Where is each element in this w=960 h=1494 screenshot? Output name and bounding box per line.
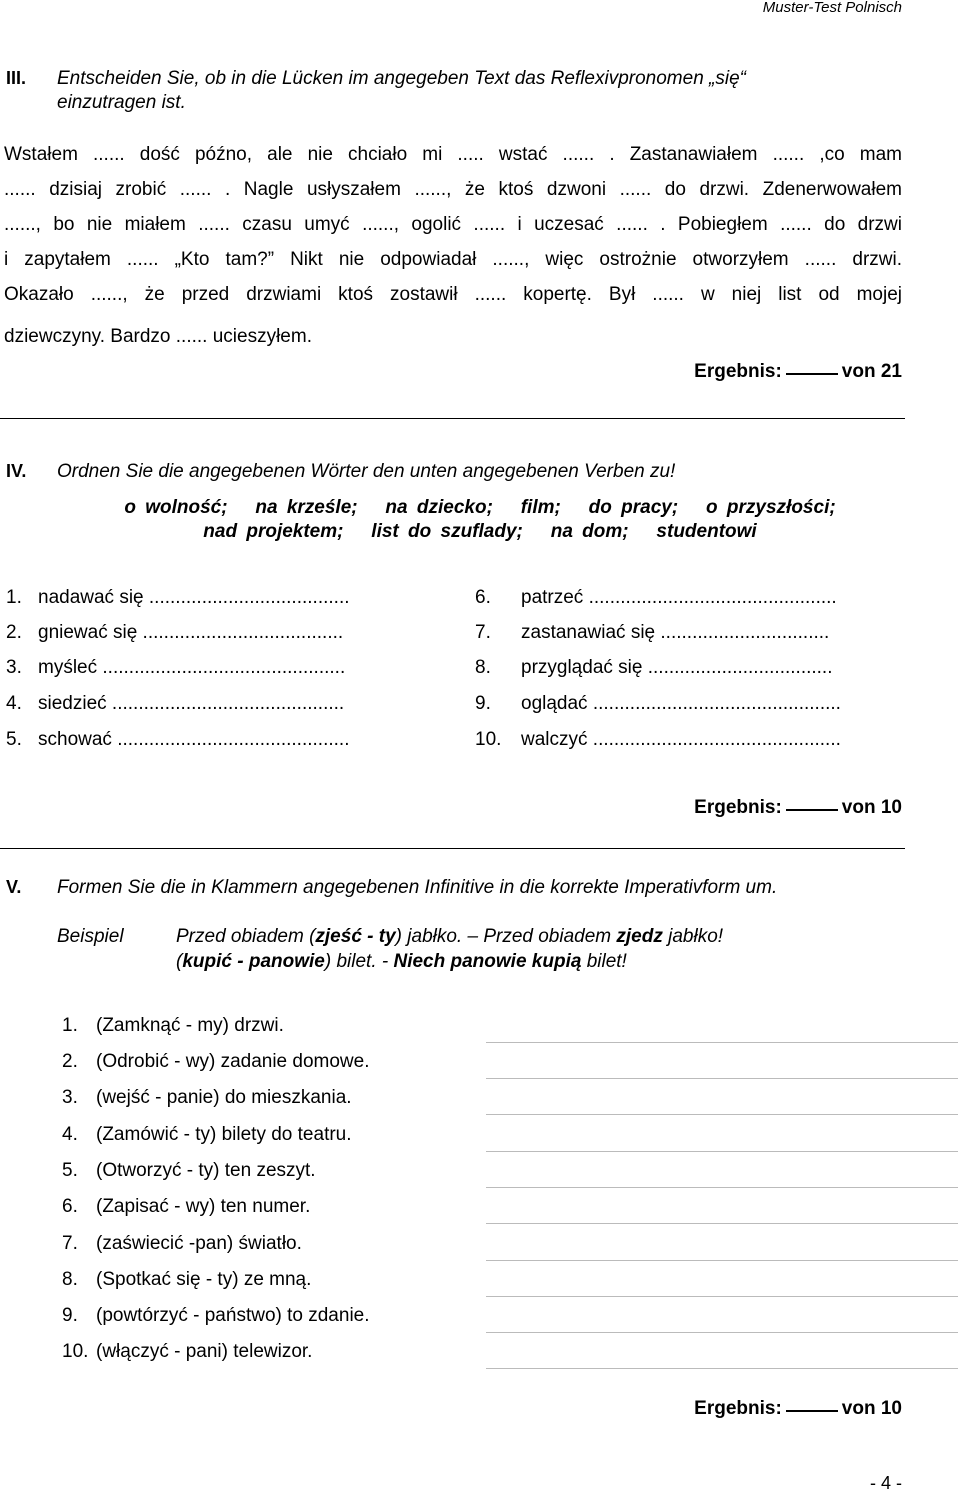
- result-label: Ergebnis:: [694, 797, 782, 818]
- result-blank: [786, 372, 838, 375]
- result-total: von 10: [841, 1398, 902, 1419]
- task-item: 8. (Spotkać się - ty) ze mną.: [62, 1269, 312, 1290]
- answer-line[interactable]: [486, 1368, 958, 1369]
- verb-item-8: 8. przyglądać się ...................................: [475, 657, 833, 678]
- section-4-title: Ordnen Sie die angegebenen Wörter den unten angegebenen Verben zu!: [57, 461, 676, 482]
- word-bank-line1: o wolność; na krześle; na dziecko; film; do pracy; o przyszłości;: [124, 497, 836, 518]
- verb-item-3: 3. myśleć ..............................................: [6, 657, 346, 678]
- verb-item-10: 10. walczyć ...............................................: [475, 729, 841, 750]
- answer-line[interactable]: [486, 1151, 958, 1152]
- verb-item-6: 6. patrzeć ...............................................: [475, 587, 837, 608]
- result-total: von 10: [841, 797, 902, 818]
- section-5-number: V.: [6, 877, 22, 897]
- result-label: Ergebnis:: [694, 361, 782, 382]
- answer-line[interactable]: [486, 1187, 958, 1188]
- section-divider: [0, 418, 905, 419]
- example-line-1: Przed obiadem (zjeść - ty) jabłko. – Przed obiadem zjedz jabłko!: [176, 926, 724, 947]
- section-3-title-line2: einzutragen ist.: [57, 92, 186, 113]
- task-item: 1. (Zamknąć - my) drzwi.: [62, 1015, 284, 1036]
- section-5-title: Formen Sie die in Klammern angegebenen Infinitive in die korrekte Imperativform um.: [57, 877, 778, 898]
- answer-line[interactable]: [486, 1296, 958, 1297]
- section-3-text-line: Okazało ......, że przed drzwiami ktoś zostawił ...... kopertę. Był ...... w niej list od mojej: [4, 284, 902, 305]
- answer-line[interactable]: [486, 1114, 958, 1115]
- task-item: 6. (Zapisać - wy) ten numer.: [62, 1196, 311, 1217]
- task-item: 2. (Odrobić - wy) zadanie domowe.: [62, 1051, 370, 1072]
- section-4-result: [694, 797, 902, 819]
- task-item: 3. (wejść - panie) do mieszkania.: [62, 1087, 352, 1108]
- verb-item-2: 2. gniewać się ......................................: [6, 622, 344, 643]
- section-3-title-line1: Entscheiden Sie, ob in die Lücken im angegeben Text das Reflexivpronomen „się“: [57, 68, 746, 89]
- answer-line[interactable]: [486, 1332, 958, 1333]
- word-bank-line2: nad projektem; list do szuflady; na dom; studentowi: [203, 521, 757, 542]
- task-item: 10. (włączyć - pani) telewizor.: [62, 1341, 313, 1362]
- answer-line[interactable]: [486, 1042, 958, 1043]
- section-5-result: [694, 1398, 902, 1420]
- section-3-number: III.: [6, 68, 27, 88]
- result-blank: [786, 1409, 838, 1412]
- section-3-text-line: dziewczyny. Bardzo ...... ucieszyłem.: [4, 326, 312, 347]
- result-label: Ergebnis:: [694, 1398, 782, 1419]
- section-3-text-line: Wstałem ...... dość późno, ale nie chciało mi ..... wstać ...... . Zastanawiałem ...... ,co mam: [4, 144, 902, 165]
- section-3-text-line: ......, bo nie miałem ...... czasu umyć ......, ogolić ...... i uczesać ...... . Pobiegłem ...... do drzwi: [4, 214, 902, 235]
- section-divider: [0, 848, 905, 849]
- task-item: 5. (Otworzyć - ty) ten zeszyt.: [62, 1160, 316, 1181]
- task-item: 9. (powtórzyć - państwo) to zdanie.: [62, 1305, 370, 1326]
- verb-item-5: 5. schować ............................................: [6, 729, 350, 750]
- section-3-result: [694, 361, 902, 383]
- page-number: - 4 -: [869, 1473, 902, 1493]
- example-line-2: (kupić - panowie) bilet. - Niech panowie kupią bilet!: [176, 951, 627, 972]
- task-item: 7. (zaświecić -pan) światło.: [62, 1233, 302, 1254]
- section-4-number: IV.: [6, 461, 27, 481]
- answer-line[interactable]: [486, 1223, 958, 1224]
- document-header: Muster-Test Polnisch: [762, 0, 902, 16]
- verb-item-4: 4. siedzieć ............................................: [6, 693, 345, 714]
- section-3-text-line: ...... dzisiaj zrobić ...... . Nagle usłyszałem ......, że ktoś dzwoni ...... do drzwi. Zdenerwowałem: [4, 179, 902, 200]
- result-blank: [786, 808, 838, 811]
- answer-line[interactable]: [486, 1260, 958, 1261]
- result-total: von 21: [841, 361, 902, 382]
- task-item: 4. (Zamówić - ty) bilety do teatru.: [62, 1124, 352, 1145]
- verb-item-9: 9. oglądać ...............................................: [475, 693, 841, 714]
- section-3-text-line: i zapytałem ...... „Kto tam?” Nikt nie odpowiadał ......, więc ostrożnie otworzyłem ...... drzwi.: [4, 249, 902, 270]
- example-label: Beispiel: [57, 926, 124, 947]
- verb-item-1: 1. nadawać się ......................................: [6, 587, 350, 608]
- answer-line[interactable]: [486, 1078, 958, 1079]
- verb-item-7: 7. zastanawiać się ................................: [475, 622, 830, 643]
